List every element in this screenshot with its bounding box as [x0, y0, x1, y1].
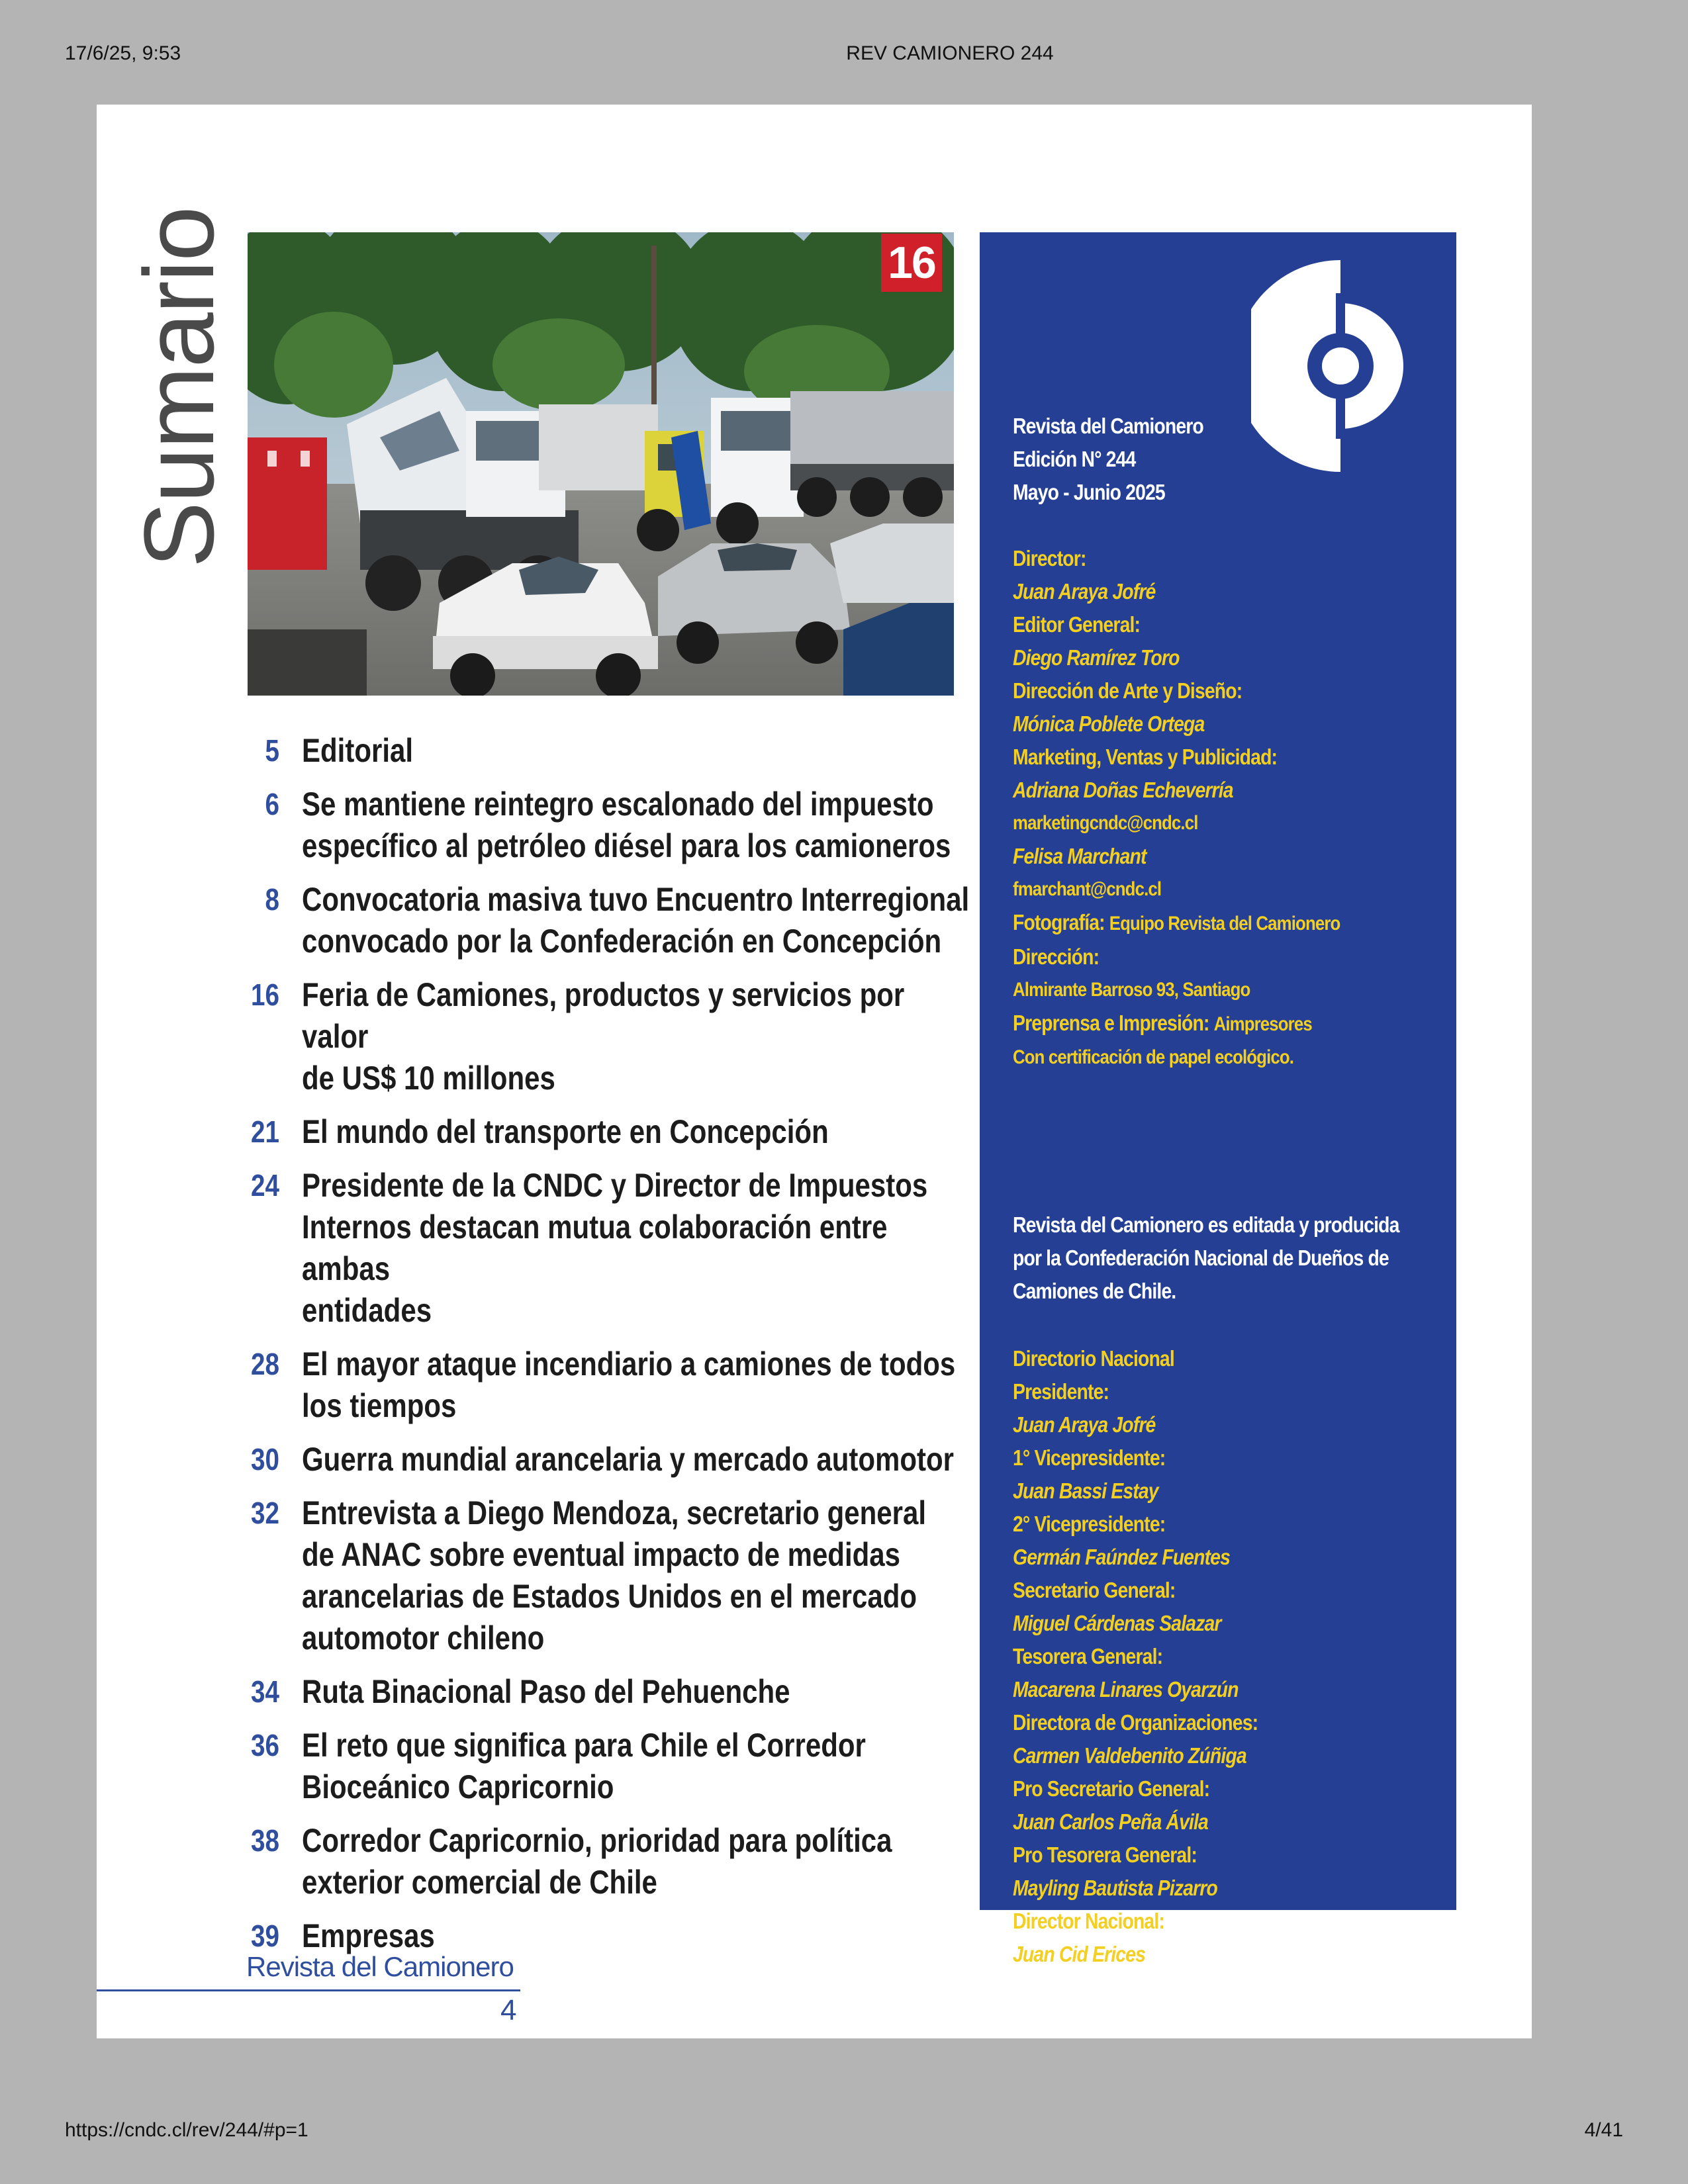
- toc-item[interactable]: [229, 974, 977, 1099]
- editor-name: Diego Ramírez Toro: [1013, 645, 1180, 670]
- toc-title: [302, 1671, 970, 1713]
- board-list: [1013, 1375, 1450, 1971]
- address-label: Dirección:: [1013, 944, 1100, 969]
- footer-brand: Revista del Camionero: [246, 1951, 514, 1982]
- art-label: Dirección de Arte y Diseño:: [1013, 678, 1243, 703]
- board-member-name: Juan Bassi Estay: [1013, 1479, 1158, 1503]
- table-of-contents: [229, 730, 977, 1969]
- toc-item[interactable]: [229, 1671, 977, 1713]
- toc-title-line: exterior comercial de Chile: [302, 1864, 657, 1901]
- toc-title-line: específico al petróleo diésel para los camioneros: [302, 827, 951, 864]
- board-member-name: Juan Araya Jofré: [1013, 1412, 1156, 1437]
- marketing-email-2[interactable]: fmarchant@cndc.cl: [1013, 878, 1162, 900]
- toc-title: [302, 1111, 970, 1153]
- toc-title-line: Guerra mundial arancelaria y mercado automotor: [302, 1441, 954, 1478]
- toc-page-number: 36: [251, 1728, 279, 1762]
- toc-item[interactable]: [229, 1343, 977, 1427]
- director-label: Director:: [1013, 546, 1086, 570]
- board-role: 1° Vicepresidente:: [1013, 1445, 1166, 1470]
- toc-title-line: Bioceánico Capricornio: [302, 1768, 614, 1805]
- toc-title-line: de US$ 10 millones: [302, 1060, 555, 1097]
- toc-title-line: los tiempos: [302, 1387, 457, 1424]
- toc-title-line: Feria de Camiones, productos y servicios por valor: [302, 976, 905, 1055]
- print-credit: [1013, 1007, 1389, 1041]
- toc-title-line: entidades: [302, 1292, 432, 1329]
- board-role: Directora de Organizaciones:: [1013, 1710, 1258, 1735]
- about-line: por la Confederación Nacional de Dueños de: [1013, 1246, 1389, 1270]
- toc-title: [302, 974, 970, 1099]
- board-member-name: Carmen Valdebenito Zúñiga: [1013, 1743, 1246, 1768]
- board-member-name: Juan Carlos Peña Ávila: [1013, 1809, 1208, 1834]
- toc-page-number: 39: [251, 1919, 279, 1953]
- photo-credit-value: Equipo Revista del Camionero: [1109, 913, 1340, 934]
- board-member-name: Juan Cid Erices: [1013, 1942, 1146, 1966]
- toc-title: [302, 1492, 970, 1659]
- magazine-name: Revista del Camionero: [1013, 414, 1203, 438]
- toc-page-number: 5: [265, 733, 279, 768]
- toc-item[interactable]: [229, 1111, 977, 1153]
- toc-page-number: 21: [251, 1115, 279, 1149]
- board-role: Presidente:: [1013, 1379, 1109, 1404]
- art-name: Mónica Poblete Ortega: [1013, 711, 1205, 736]
- about-line: Camiones de Chile.: [1013, 1279, 1176, 1303]
- toc-item[interactable]: [229, 879, 977, 962]
- board-member-name: Macarena Linares Oyarzún: [1013, 1677, 1239, 1702]
- toc-title-line: convocado por la Confederación en Concepción: [302, 923, 942, 960]
- board-member-name: Miguel Cárdenas Salazar: [1013, 1611, 1221, 1635]
- edition-number: Edición N° 244: [1013, 447, 1136, 471]
- footer-rule: [97, 1989, 520, 1991]
- print-page-counter: 4/41: [1584, 2119, 1623, 2141]
- toc-title-line: arancelarias de Estados Unidos en el mercado: [302, 1578, 917, 1615]
- board-title: Directorio Nacional: [1013, 1346, 1174, 1371]
- board-role: 2° Vicepresidente:: [1013, 1512, 1166, 1536]
- board-role: Pro Secretario General:: [1013, 1776, 1210, 1801]
- director-name: Juan Araya Jofré: [1013, 579, 1156, 604]
- board-role: Tesorera General:: [1013, 1644, 1163, 1668]
- toc-item[interactable]: [229, 784, 977, 867]
- about-line: Revista del Camionero es editada y producida: [1013, 1212, 1399, 1237]
- toc-title: [302, 1343, 970, 1427]
- paper-certification: Con certificación de papel ecológico.: [1013, 1046, 1294, 1068]
- board-member-name: Mayling Bautista Pizarro: [1013, 1876, 1217, 1900]
- editor-label: Editor General:: [1013, 612, 1141, 637]
- toc-page-number: 6: [265, 787, 279, 821]
- toc-title-line: Empresas: [302, 1917, 435, 1954]
- toc-title: [302, 1820, 970, 1903]
- toc-page-number: 24: [251, 1168, 279, 1203]
- marketing-label: Marketing, Ventas y Publicidad:: [1013, 745, 1278, 769]
- print-footer: [0, 2119, 1688, 2146]
- toc-title-line: Se mantiene reintegro escalonado del impuesto: [302, 786, 934, 823]
- board-role: Secretario General:: [1013, 1578, 1176, 1602]
- section-heading: Sumario: [123, 207, 234, 568]
- toc-title: [302, 879, 970, 962]
- toc-title-line: El mayor ataque incendiario a camiones de todos: [302, 1345, 956, 1383]
- cover-photo-trucks: [248, 232, 954, 696]
- address-value: Almirante Barroso 93, Santiago: [1013, 979, 1250, 1001]
- toc-title-line: Entrevista a Diego Mendoza, secretario general: [302, 1494, 926, 1531]
- magazine-page: [97, 105, 1532, 2038]
- toc-title-line: El mundo del transporte en Concepción: [302, 1113, 829, 1150]
- toc-item[interactable]: [229, 1439, 977, 1480]
- board-of-directors: [1013, 1342, 1450, 1971]
- toc-title: [302, 1165, 970, 1332]
- marketing-name-2: Felisa Marchant: [1013, 844, 1147, 868]
- truck-fair-illustration: [248, 232, 954, 696]
- marketing-email-1[interactable]: marketingcndc@cndc.cl: [1013, 812, 1198, 834]
- toc-item[interactable]: [229, 1492, 977, 1659]
- toc-title-line: Ruta Binacional Paso del Pehuenche: [302, 1673, 790, 1710]
- photo-page-badge: 16: [881, 234, 942, 292]
- toc-item[interactable]: [229, 1165, 977, 1332]
- board-role: Pro Tesorera General:: [1013, 1843, 1197, 1867]
- toc-title-line: Editorial: [302, 732, 414, 769]
- photo-credit-label: Fotografía:: [1013, 910, 1105, 934]
- toc-item[interactable]: [229, 730, 977, 772]
- print-url[interactable]: https://cndc.cl/rev/244/#p=1: [65, 2119, 308, 2141]
- photo-credit: [1013, 906, 1389, 940]
- print-credit-value: Aimpresores: [1213, 1013, 1312, 1035]
- staff-credits: [1013, 542, 1450, 1074]
- about-paragraph: [1013, 1208, 1450, 1308]
- toc-title: [302, 1439, 970, 1480]
- board-member-name: Germán Faúndez Fuentes: [1013, 1545, 1231, 1569]
- print-timestamp: 17/6/25, 9:53: [65, 42, 181, 64]
- toc-title-line: Corredor Capricornio, prioridad para política: [302, 1822, 892, 1859]
- toc-page-number: 34: [251, 1674, 279, 1709]
- toc-title-line: de ANAC sobre eventual impacto de medidas: [302, 1536, 901, 1573]
- marketing-name-1: Adriana Doñas Echeverría: [1013, 778, 1233, 802]
- toc-title-line: Presidente de la CNDC y Director de Impuestos: [302, 1167, 928, 1204]
- print-header: [0, 42, 1688, 69]
- toc-title-line: Internos destacan mutua colaboración entre ambas: [302, 1208, 888, 1287]
- toc-page-number: 28: [251, 1347, 279, 1381]
- edition-info: [1013, 410, 1450, 509]
- toc-item[interactable]: [229, 1820, 977, 1903]
- toc-title-line: El reto que significa para Chile el Corredor: [302, 1727, 866, 1764]
- toc-page-number: 32: [251, 1496, 279, 1530]
- toc-page-number: 38: [251, 1823, 279, 1858]
- print-doc-title: REV CAMIONERO 244: [846, 42, 1054, 64]
- toc-page-number: 8: [265, 882, 279, 917]
- edition-date: Mayo - Junio 2025: [1013, 480, 1165, 504]
- toc-title: [302, 784, 970, 867]
- credits-panel: [980, 232, 1456, 1966]
- board-role: Director Nacional:: [1013, 1909, 1164, 1933]
- toc-page-number: 16: [251, 978, 279, 1012]
- toc-title: [302, 730, 970, 772]
- toc-title: [302, 1725, 970, 1808]
- toc-page-number: 30: [251, 1442, 279, 1477]
- toc-item[interactable]: [229, 1725, 977, 1808]
- toc-title-line: Convocatoria masiva tuvo Encuentro Interregional: [302, 881, 970, 918]
- footer-page-number: 4: [500, 1994, 517, 2026]
- toc-title-line: automotor chileno: [302, 1619, 545, 1657]
- print-credit-label: Preprensa e Impresión:: [1013, 1011, 1209, 1035]
